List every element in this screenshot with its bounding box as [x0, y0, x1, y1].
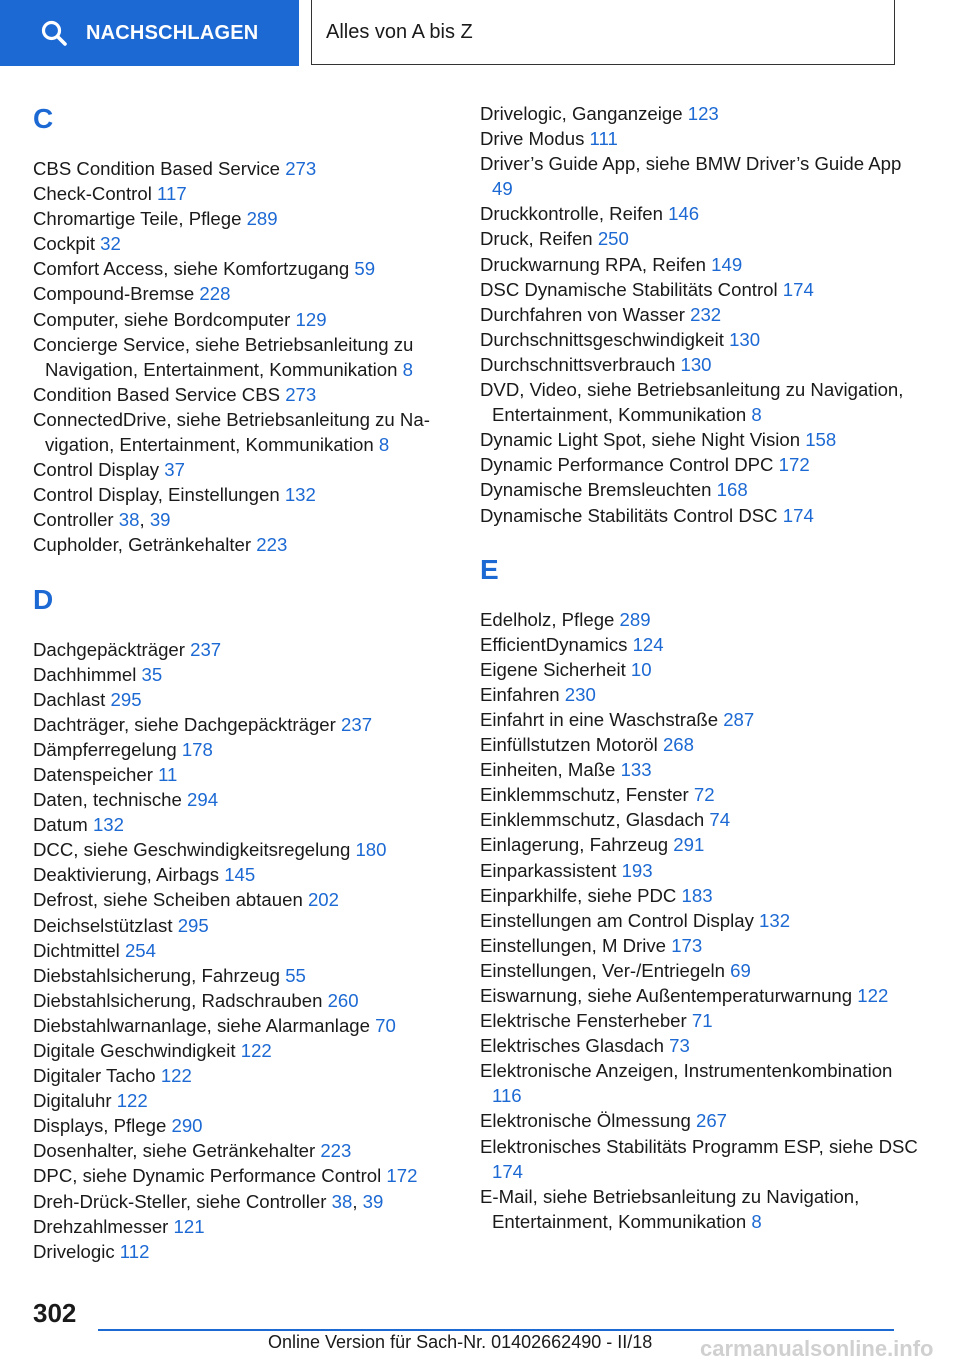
index-entry-term: Einfahren — [480, 683, 565, 705]
index-entry-term: Einstellungen, Ver-/Entriegeln — [480, 959, 731, 981]
page-link[interactable]: 260 — [327, 989, 359, 1011]
index-entry-term: Durchfahren von Wasser — [480, 303, 691, 325]
index-entry — [480, 327, 920, 352]
page-link[interactable]: 178 — [181, 738, 213, 760]
index-entry — [33, 1214, 453, 1239]
index-entry — [480, 807, 920, 832]
index-entry — [480, 858, 920, 883]
page-link[interactable]: 38 — [118, 509, 140, 531]
index-entry — [480, 201, 920, 226]
index-entry — [33, 156, 453, 181]
index-entry-term: Drivelogic — [33, 1240, 120, 1262]
page-link[interactable]: 132 — [92, 814, 124, 836]
index-entry-term: Diebstahlsicherung, Radschrauben — [33, 989, 328, 1011]
page-link[interactable]: 295 — [110, 688, 142, 710]
page-link[interactable]: 183 — [681, 884, 713, 906]
index-entry — [33, 281, 453, 306]
index-entry — [480, 1008, 920, 1033]
index-entry — [480, 1033, 920, 1058]
index-entry-term: Durchschnittsgeschwindigkeit — [480, 328, 730, 350]
page-link[interactable]: 228 — [199, 283, 231, 305]
index-entry — [33, 1189, 453, 1214]
page-link[interactable]: 69 — [730, 959, 751, 981]
index-entry-term: Dynamic Light Spot, siehe Night Vision — [480, 429, 806, 451]
index-entry-term: Concierge Service, siehe Betriebsanleitung zu Navigation, Entertainment, Kommunikation — [33, 333, 414, 380]
index-entry — [480, 503, 920, 528]
page-link[interactable]: 35 — [141, 663, 163, 685]
index-entry — [33, 1163, 453, 1188]
index-entry — [480, 427, 920, 452]
page-link[interactable]: 174 — [492, 1160, 524, 1182]
index-entry-term: Dämpferregelung — [33, 738, 182, 760]
index-entry-term: Dachträger, siehe Dachgepäckträger — [33, 713, 342, 735]
index-entry-term: DSC Dynamische Stabilitäts Control — [480, 278, 783, 300]
index-entry-term: Displays, Pflege — [33, 1115, 172, 1137]
index-entry — [33, 332, 453, 382]
index-entry — [480, 782, 920, 807]
index-entry — [33, 913, 453, 938]
index-entry — [33, 862, 453, 887]
index-entry-term: Check-Control — [33, 183, 158, 205]
page-separator: , — [352, 1190, 363, 1212]
page-link[interactable]: 173 — [671, 934, 703, 956]
index-entry-term: ConnectedDrive, siehe Betriebsanleitung zu Navigation, Entertainment, Kommunikation — [33, 408, 430, 456]
page-link[interactable]: 289 — [246, 208, 278, 230]
index-entry-term: Control Display — [33, 459, 165, 481]
page-link[interactable]: 122 — [116, 1090, 148, 1112]
page-link[interactable]: 202 — [307, 889, 339, 911]
index-entry — [33, 231, 453, 256]
nachschlagen-tab[interactable] — [0, 0, 299, 66]
index-entry-term: Elektronisches Stabilitäts Programm ESP, siehe DSC — [480, 1135, 918, 1157]
index-entry — [480, 377, 920, 427]
page-link[interactable]: 70 — [375, 1014, 396, 1036]
page-link[interactable]: 273 — [285, 383, 317, 405]
index-entry — [480, 477, 920, 502]
index-entry-term: EfficientDynamics — [480, 633, 633, 655]
page-link[interactable]: 130 — [680, 353, 712, 375]
index-entry-term: Dichtmittel — [33, 939, 125, 961]
index-entry — [33, 382, 453, 407]
index-entry-term: Druck, Reifen — [480, 228, 598, 250]
page-link[interactable]: 174 — [782, 278, 814, 300]
footer-divider — [98, 1329, 894, 1331]
page-link[interactable]: 232 — [690, 303, 722, 325]
index-entry-term: Diebstahlwarnanlage, siehe Alarmanlage — [33, 1014, 376, 1036]
index-entry-term: Eiswarnung, siehe Außentemperaturwarnung — [480, 985, 858, 1006]
page-link[interactable]: 237 — [190, 638, 222, 660]
page-link[interactable]: 122 — [857, 985, 889, 1006]
page-link[interactable]: 39 — [149, 509, 171, 531]
index-entry — [33, 507, 453, 532]
index-entry-term: Daten, technische — [33, 789, 188, 811]
page-link[interactable]: 267 — [696, 1110, 728, 1132]
page-link[interactable]: 122 — [240, 1040, 272, 1061]
index-entry — [33, 532, 453, 557]
index-entry-term: Drehzahlmesser — [33, 1215, 174, 1237]
index-entry-term: Comfort Access, siehe Komfortzugang — [33, 258, 355, 280]
index-entry-term: Datum — [33, 814, 93, 836]
index-entry — [33, 307, 453, 332]
footer-version: Online Version für Sach-Nr. 01402662490 - II/18 — [268, 1332, 653, 1352]
index-entry-term: Einparkassistent — [480, 859, 622, 881]
index-entry-term: Einheiten, Maße — [480, 759, 621, 781]
section-letter: C — [33, 103, 54, 134]
index-entry — [480, 151, 920, 201]
index-entry-term: DVD, Video, siehe Betriebsanleitung zu Navigation, Entertainment, Kommunikation — [480, 379, 904, 426]
index-entry-term: CBS Condition Based Service — [33, 158, 286, 179]
index-entry-term: Durchschnittsverbrauch — [480, 353, 681, 375]
index-entry — [480, 126, 920, 151]
index-entry — [480, 657, 920, 682]
page-link[interactable]: 117 — [157, 183, 187, 205]
index-entry — [33, 887, 453, 912]
index-entry-term: Deichselstützlast — [33, 914, 178, 936]
page-link[interactable]: 123 — [687, 103, 719, 124]
index-entry — [33, 812, 453, 837]
index-entry — [33, 963, 453, 988]
search-icon — [40, 19, 68, 47]
index-entry — [33, 637, 453, 662]
page-link[interactable]: 37 — [164, 459, 185, 481]
index-entry — [480, 707, 920, 732]
index-entry-term: Control Display, Einstellungen — [33, 484, 285, 506]
page-link[interactable]: 132 — [759, 909, 791, 931]
index-entry — [33, 1088, 453, 1113]
page-link[interactable]: 289 — [619, 608, 651, 630]
page-link[interactable]: 111 — [589, 128, 618, 150]
page-link[interactable]: 287 — [723, 708, 755, 730]
page-link[interactable]: 32 — [100, 233, 121, 255]
index-entry — [33, 206, 453, 231]
index-entry-term: Einklemmschutz, Glasdach — [480, 809, 710, 831]
index-entry-term: Dreh-Drück-Steller, siehe Controller — [33, 1190, 332, 1212]
page-number: 302 — [33, 1298, 77, 1328]
index-entry — [33, 407, 453, 457]
index-entry-term: Einfüllstutzen Motoröl — [480, 734, 663, 756]
section-letter: E — [480, 553, 499, 585]
index-entry-term: Dachhimmel — [33, 663, 142, 685]
page-link[interactable]: 121 — [173, 1215, 205, 1237]
page-link[interactable]: 129 — [295, 308, 327, 330]
index-entry — [33, 482, 453, 507]
index-entry-term: Datenspeicher — [33, 763, 159, 785]
page-link[interactable]: 168 — [716, 479, 748, 501]
index-entry-term: Cupholder, Getränkehalter — [33, 534, 257, 556]
index-entry-term: Einlagerung, Fahrzeug — [480, 834, 674, 856]
index-entry — [480, 1108, 920, 1133]
index-entry-term: Einparkhilfe, siehe PDC — [480, 884, 682, 906]
page-link[interactable]: 11 — [158, 763, 178, 785]
page-link[interactable]: 158 — [805, 429, 837, 451]
index-entry — [33, 662, 453, 687]
index-entry — [480, 983, 920, 1008]
index-entry-term: Druckkontrolle, Reifen — [480, 203, 669, 225]
index-entry-term: Elektronische Ölmessung — [480, 1110, 696, 1132]
page-link[interactable]: 130 — [729, 328, 761, 350]
index-entry — [480, 226, 920, 251]
page-link[interactable]: 132 — [284, 484, 316, 506]
index-entry-term: Eigene Sicherheit — [480, 658, 631, 680]
nav-tab-label: NACHSCHLAGEN — [86, 21, 259, 44]
index-entry-term: Digitaler Tacho — [33, 1065, 161, 1087]
index-entry-term: Digitaluhr — [33, 1090, 117, 1112]
index-entry-term: Condition Based Service CBS — [33, 383, 286, 405]
breadcrumb — [311, 0, 895, 65]
page-link[interactable]: 268 — [662, 734, 694, 756]
page-link[interactable]: 38 — [331, 1190, 353, 1212]
index-entry-term: Drivelogic, Ganganzeige — [480, 103, 688, 124]
page-link[interactable]: 294 — [187, 789, 219, 811]
index-entry — [480, 682, 920, 707]
page-link[interactable]: 39 — [362, 1190, 384, 1212]
page-link[interactable]: 250 — [597, 228, 629, 250]
page-link[interactable]: 172 — [778, 454, 810, 476]
index-entry-term: Dynamische Stabilitäts Control DSC — [480, 504, 783, 526]
page-link[interactable]: 72 — [693, 784, 715, 806]
index-column-left — [33, 96, 453, 1264]
page-link[interactable]: 10 — [630, 658, 652, 680]
top-bar — [0, 0, 960, 66]
index-entry — [33, 256, 453, 281]
page-link[interactable]: 273 — [285, 158, 317, 179]
page-link[interactable]: 295 — [177, 914, 209, 936]
page-link[interactable]: 172 — [386, 1165, 418, 1187]
page-link[interactable]: 223 — [320, 1140, 352, 1162]
index-entry-term: Diebstahlsicherung, Fahrzeug — [33, 964, 286, 986]
index-entry-term: Defrost, siehe Scheiben abtauen — [33, 889, 308, 911]
index-entry-term: DPC, siehe Dynamic Performance Control — [33, 1165, 387, 1187]
page-link[interactable]: 291 — [673, 834, 705, 856]
index-entry-term: Einstellungen, M Drive — [480, 934, 672, 956]
page-link[interactable]: 230 — [564, 683, 596, 705]
index-entry — [480, 1184, 920, 1234]
index-entry — [33, 1113, 453, 1138]
index-entry-term: Compound-Bremse — [33, 283, 200, 305]
page-link[interactable]: 112 — [119, 1240, 150, 1262]
index-entry — [33, 181, 453, 206]
index-entry-term: Elektronische Anzeigen, Instrumentenkombination — [480, 1060, 893, 1082]
index-entry — [33, 687, 453, 712]
index-entry-term: Computer, siehe Bordcomputer — [33, 308, 296, 330]
index-entry-term: Dynamic Performance Control DPC — [480, 454, 779, 476]
page-link[interactable]: 237 — [341, 713, 373, 735]
index-entry — [480, 883, 920, 908]
watermark: carmanualsonline.info — [700, 1336, 934, 1361]
index-entry-term: Drive Modus — [480, 128, 590, 150]
index-entry — [480, 352, 920, 377]
index-entry — [480, 101, 920, 126]
index-entry-term: Dynamische Bremsleuchten — [480, 479, 717, 501]
index-entry — [480, 958, 920, 983]
page-link[interactable]: 71 — [691, 1010, 713, 1032]
index-entry-term: DCC, siehe Geschwindigkeitsregelung — [33, 839, 356, 861]
page-link[interactable]: 223 — [256, 534, 288, 556]
index-entry — [33, 712, 453, 737]
index-entry — [480, 632, 920, 657]
index-entry — [33, 737, 453, 762]
page-link[interactable]: 254 — [124, 939, 156, 961]
index-entry — [480, 252, 920, 277]
page-separator: , — [139, 509, 150, 531]
index-entry-term: E-Mail, siehe Betriebsanleitung zu Navigation, Entertainment, Kommunikation — [480, 1185, 860, 1232]
index-entry-term: Einfahrt in eine Waschstraße — [480, 708, 724, 730]
index-entry-term: Cockpit — [33, 233, 101, 255]
index-entry-term: Elektrische Fensterheber — [480, 1010, 692, 1032]
page-link[interactable]: 124 — [632, 633, 664, 655]
index-entry-term: Einstellungen am Control Display — [480, 909, 760, 931]
index-entry — [480, 732, 920, 757]
index-entry — [480, 1058, 920, 1108]
index-entry — [33, 938, 453, 963]
page-link[interactable]: 59 — [354, 258, 376, 280]
page-link[interactable]: 149 — [711, 253, 743, 275]
breadcrumb-label: Alles von A bis Z — [326, 20, 473, 43]
index-entry-term: Controller — [33, 509, 119, 531]
section-letter: D — [33, 583, 54, 615]
page-link[interactable]: 174 — [782, 504, 814, 526]
index-entry-term: Digitale Geschwindigkeit — [33, 1040, 241, 1061]
index-entry — [480, 1134, 920, 1184]
index-entry — [33, 457, 453, 482]
index-entry — [33, 988, 453, 1013]
index-entry — [33, 1063, 453, 1088]
index-entry — [480, 302, 920, 327]
page-link[interactable]: 116 — [492, 1085, 522, 1107]
index-entry-term: Druckwarnung RPA, Reifen — [480, 253, 712, 275]
index-entry — [33, 787, 453, 812]
page-link[interactable]: 49 — [492, 178, 513, 200]
index-entry — [480, 452, 920, 477]
page-link[interactable]: 290 — [171, 1115, 203, 1137]
index-entry — [33, 1138, 453, 1163]
index-entry-term: Dosenhalter, siehe Getränkehalter — [33, 1140, 321, 1162]
page-link[interactable]: 8 — [402, 358, 413, 380]
page-link[interactable]: 8 — [751, 1210, 762, 1232]
index-entry — [480, 607, 920, 632]
page-link[interactable]: 145 — [224, 864, 256, 886]
index-entry-term: Dachgepäckträger — [33, 638, 191, 660]
index-entry — [33, 1239, 453, 1264]
index-column-right — [480, 101, 920, 1234]
index-entry — [480, 933, 920, 958]
page-link[interactable]: 73 — [669, 1035, 690, 1057]
index-entry-term: Chromartige Teile, Pflege — [33, 208, 247, 230]
page-link[interactable]: 193 — [621, 859, 653, 881]
index-entry-term: Deaktivierung, Airbags — [33, 864, 225, 886]
page-link[interactable]: 133 — [620, 759, 652, 781]
index-entry-term: Dachlast — [33, 688, 111, 710]
index-entry — [33, 1013, 453, 1038]
index-entry-term: Edelholz, Pflege — [480, 608, 620, 630]
index-entry — [480, 277, 920, 302]
page-link[interactable]: 8 — [751, 404, 762, 426]
index-entry-term: Driver’s Guide App, siehe BMW Driver’s Guide App — [480, 153, 902, 175]
page-link[interactable]: 122 — [160, 1065, 192, 1087]
page-link[interactable]: 180 — [355, 839, 387, 861]
page-link[interactable]: 146 — [668, 203, 700, 225]
index-entry — [33, 762, 453, 787]
index-entry — [480, 908, 920, 933]
index-entry — [480, 832, 920, 857]
page-link[interactable]: 55 — [285, 964, 306, 986]
page-link[interactable]: 8 — [378, 434, 390, 456]
index-entry — [480, 757, 920, 782]
index-entry — [33, 837, 453, 862]
page-link[interactable]: 74 — [709, 809, 731, 831]
index-entry — [33, 1038, 453, 1063]
index-entry-term: Elektrisches Glasdach — [480, 1035, 670, 1057]
index-entry-term: Einklemmschutz, Fenster — [480, 784, 694, 806]
